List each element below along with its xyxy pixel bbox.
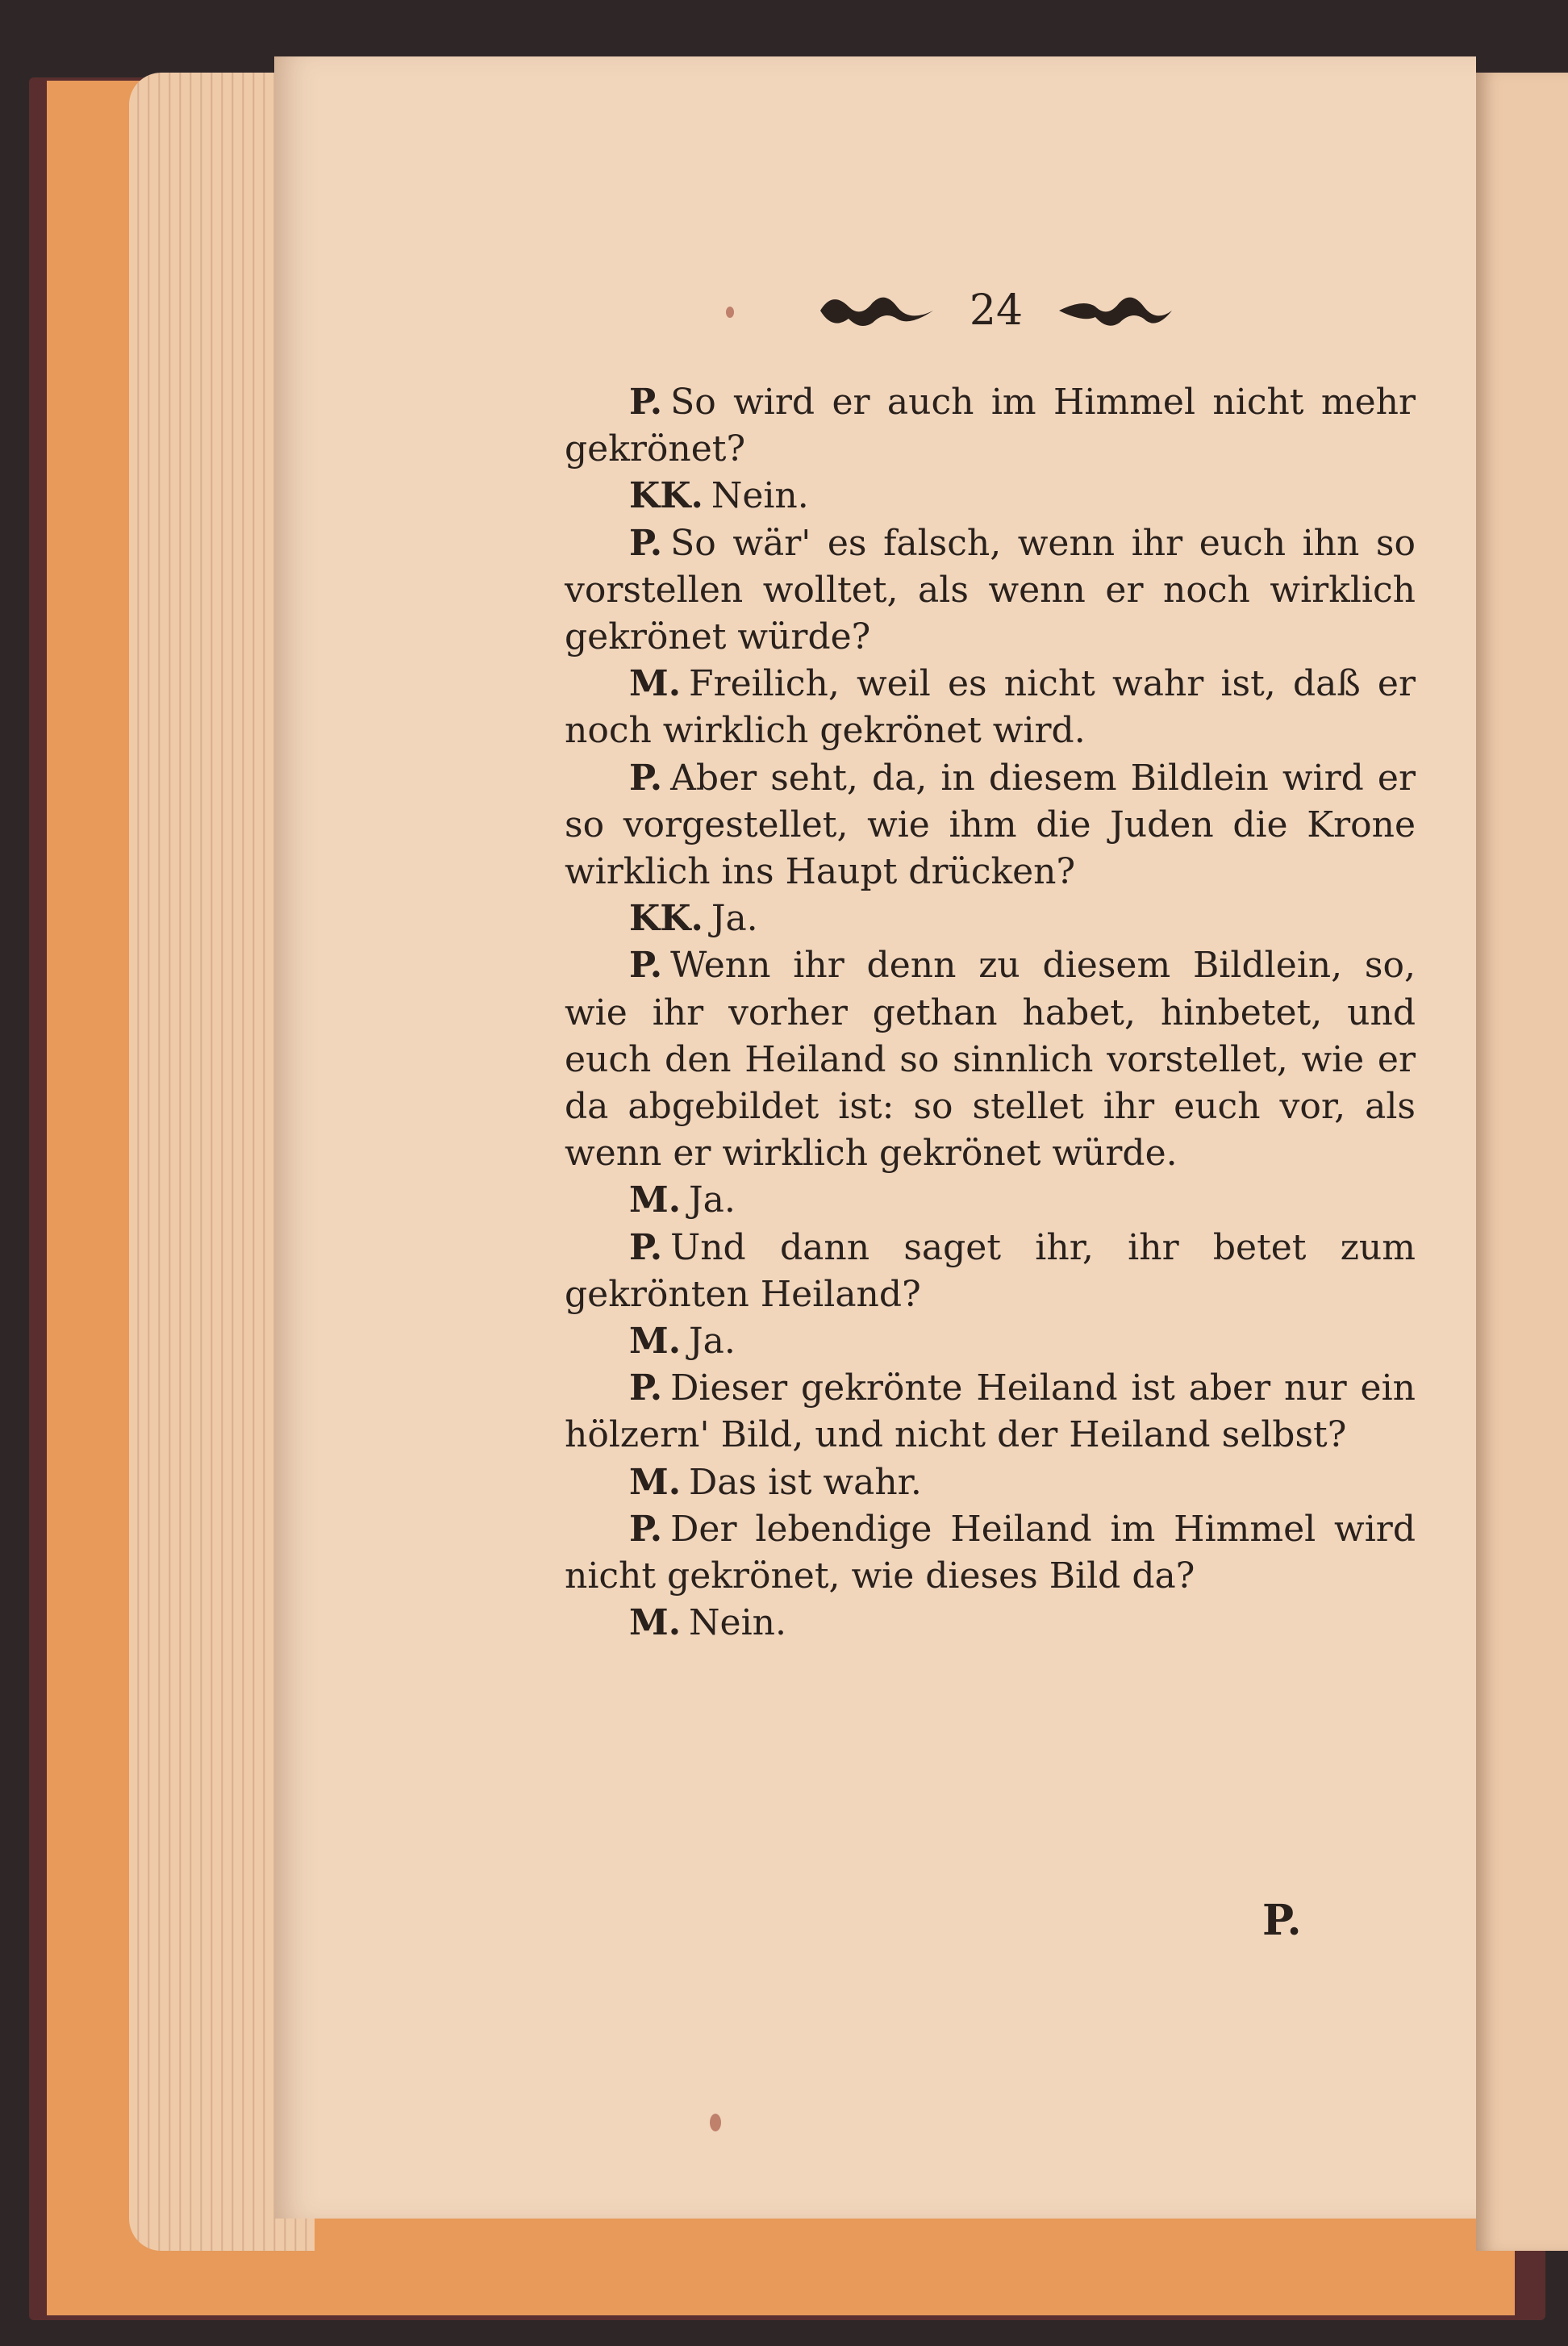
fleuron-right-icon bbox=[1055, 286, 1176, 335]
ink-spot bbox=[710, 2114, 721, 2131]
dialogue-entry bbox=[565, 755, 1416, 896]
dialogue-entry bbox=[565, 1506, 1416, 1600]
dialogue-line: Ja. bbox=[689, 1321, 736, 1363]
dialogue-entry bbox=[565, 1459, 1416, 1506]
dialogue-line: Nein. bbox=[711, 475, 809, 517]
dialogue-line: Nein. bbox=[689, 1602, 786, 1644]
dialogue-entry bbox=[565, 1318, 1416, 1365]
speaker-label: KK. bbox=[629, 898, 703, 940]
running-head bbox=[815, 274, 1178, 347]
ink-spot bbox=[726, 307, 734, 318]
speaker-label: P. bbox=[629, 945, 663, 987]
speaker-label: M. bbox=[629, 1461, 682, 1503]
dialogue-line: Dieser gekrönte Heiland ist aber nur ein hölzern' Bild, und nicht der Heiland selbst? bbox=[565, 1367, 1416, 1456]
dialogue-line: Ja. bbox=[711, 898, 758, 940]
dialogue-line: Das ist wahr. bbox=[689, 1461, 922, 1503]
speaker-label: P. bbox=[629, 1367, 663, 1409]
dialogue-entry bbox=[565, 379, 1416, 473]
dialogue-entry bbox=[565, 520, 1416, 662]
dialogue-text bbox=[565, 379, 1416, 1647]
dialogue-entry bbox=[565, 1225, 1416, 1318]
speaker-label: M. bbox=[629, 663, 682, 705]
speaker-label: P. bbox=[629, 382, 663, 423]
speaker-label: M. bbox=[629, 1602, 682, 1644]
dialogue-line: So wird er auch im Himmel nicht mehr gekrönet? bbox=[565, 382, 1416, 470]
page-number: 24 bbox=[969, 286, 1024, 335]
speaker-label: P. bbox=[629, 1508, 663, 1550]
dialogue-line: Freilich, weil es nicht wahr ist, daß er noch wirklich gekrönet wird. bbox=[565, 663, 1416, 752]
speaker-label: KK. bbox=[629, 475, 703, 517]
fleuron-left-icon bbox=[816, 286, 937, 335]
dialogue-entry bbox=[565, 473, 1416, 520]
dialogue-entry bbox=[565, 895, 1416, 942]
dialogue-entry bbox=[565, 1177, 1416, 1224]
facing-page-edge bbox=[1476, 73, 1568, 2251]
catchword: P. bbox=[1262, 1896, 1302, 1945]
dialogue-line: So wär' es falsch, wenn ihr euch ihn so vorstellen wolltet, als wenn er noch wirklich gekrönet würde? bbox=[565, 522, 1416, 658]
speaker-label: P. bbox=[629, 1226, 663, 1268]
speaker-label: P. bbox=[629, 522, 663, 564]
dialogue-line: Der lebendige Heiland im Himmel wird nicht gekrönet, wie dieses Bild da? bbox=[565, 1508, 1416, 1597]
dialogue-entry bbox=[565, 1600, 1416, 1647]
dialogue-line: Wenn ihr denn zu diesem Bildlein, so, wie ihr vorher gethan habet, hinbetet, und euch den Heiland so sinnlich vorstellet, wie er da abgebildet ist: so stellet ihr euch vor, als wenn er wirklich gekrönet würde. bbox=[565, 945, 1416, 1175]
speaker-label: P. bbox=[629, 757, 663, 799]
dialogue-line: Ja. bbox=[689, 1179, 736, 1221]
speaker-label: M. bbox=[629, 1179, 682, 1221]
dialogue-line: Und dann saget ihr, ihr betet zum gekrönten Heiland? bbox=[565, 1226, 1416, 1315]
dialogue-entry bbox=[565, 661, 1416, 754]
speaker-label: M. bbox=[629, 1321, 682, 1363]
dialogue-line: Aber seht, da, in diesem Bildlein wird er so vorgestellet, wie ihm die Juden die Krone wirklich ins Haupt drücken? bbox=[565, 757, 1416, 893]
dialogue-entry bbox=[565, 942, 1416, 1177]
dialogue-entry bbox=[565, 1365, 1416, 1459]
